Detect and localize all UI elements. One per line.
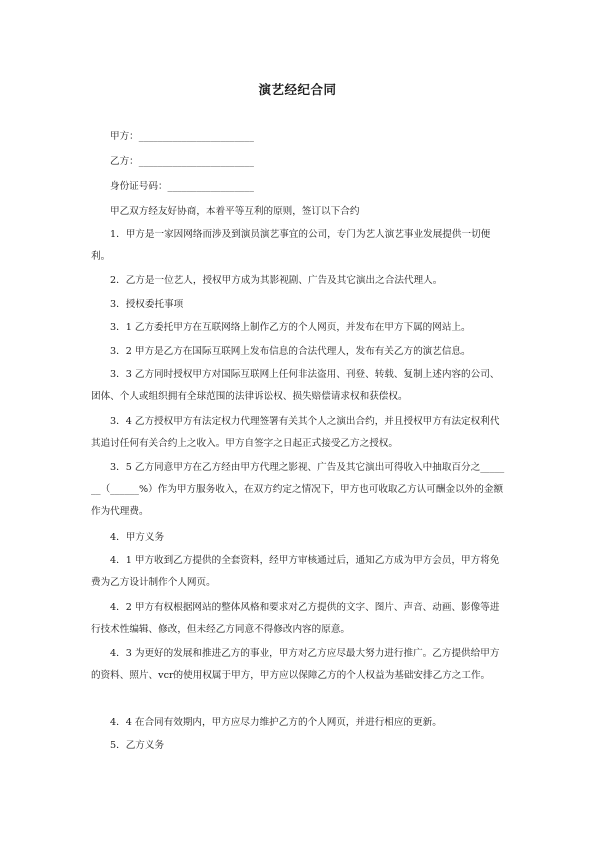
party-b-field: 乙方：________________________ (110, 156, 254, 167)
paragraph: 3．2 甲方是乙方在国际互联网上发布信息的合法代理人，发布有关乙方的演艺信息。 (110, 346, 471, 357)
paragraph: 4．1 甲方收到乙方提供的全套资料，经甲方审核通过后，通知乙方成为甲方会员，甲方将免费为乙方设计制作个人网页。 (91, 555, 500, 588)
paragraph: 4．3 为更好的发展和推进乙方的事业，甲方对乙方应尽最大努力进行推广。乙方提供给甲方的资料、照片、vcr的使用权属于甲方，甲方应以保障乙方的个人权益为基础安排乙方之工作。 (91, 648, 500, 681)
paragraph: 5．乙方义务 (110, 740, 165, 751)
paragraph: 3．授权委托事项 (110, 299, 184, 310)
paragraph: 甲乙双方经友好协商，本着平等互利的原则，签订以下合约 (110, 206, 360, 217)
paragraph: 4．2 甲方有权根据网站的整体风格和要求对乙方提供的文字、图片、声音、动画、影像等进行技术性编辑、修改，但未经乙方同意不得修改内容的原意。 (91, 602, 500, 635)
paragraph: 2．乙方是一位艺人，授权甲方成为其影视剧、广告及其它演出之合法代理人。 (110, 275, 443, 286)
paragraph: 4．甲方义务 (110, 532, 165, 543)
party-a-field: 甲方：________________________ (110, 131, 254, 142)
paragraph: 3．1 乙方委托甲方在互联网络上制作乙方的个人网页，并发布在甲方下属的网站上。 (110, 322, 471, 333)
id-number-field: 身份证号码：__________________ (110, 181, 254, 192)
paragraph: 3．4 乙方授权甲方有法定权力代理签署有关其个人之演出合约，并且授权甲方有法定权利代其追讨任何有关合约上之收入。甲方自签字之日起正式接受乙方之授权。 (91, 416, 500, 449)
paragraph: 3．5 乙方同意甲方在乙方经由甲方代理之影视、广告及其它演出可得收入中抽取百分之_______（______%）作为甲方服务收入，在双方约定之情况下，甲方也可收取乙方认可酬金以外的金额作为代理费。 (91, 462, 505, 517)
paragraph: 4．4 在合同有效期内，甲方应尽力维护乙方的个人网页，并进行相应的更新。 (110, 717, 442, 728)
paragraph: 1．甲方是一家因网络而涉及到演员演艺事宜的公司，专门为艺人演艺事业发展提供一切便利。 (91, 229, 491, 262)
contract-title: 演艺经纪合同 (258, 82, 337, 97)
paragraph: 3．3 乙方同时授权甲方对国际互联网上任何非法盗用、刊登、转载、复制上述内容的公司、团体、个人或组织拥有全球范围的法律诉讼权、损失赔偿请求权和获偿权。 (91, 369, 500, 402)
